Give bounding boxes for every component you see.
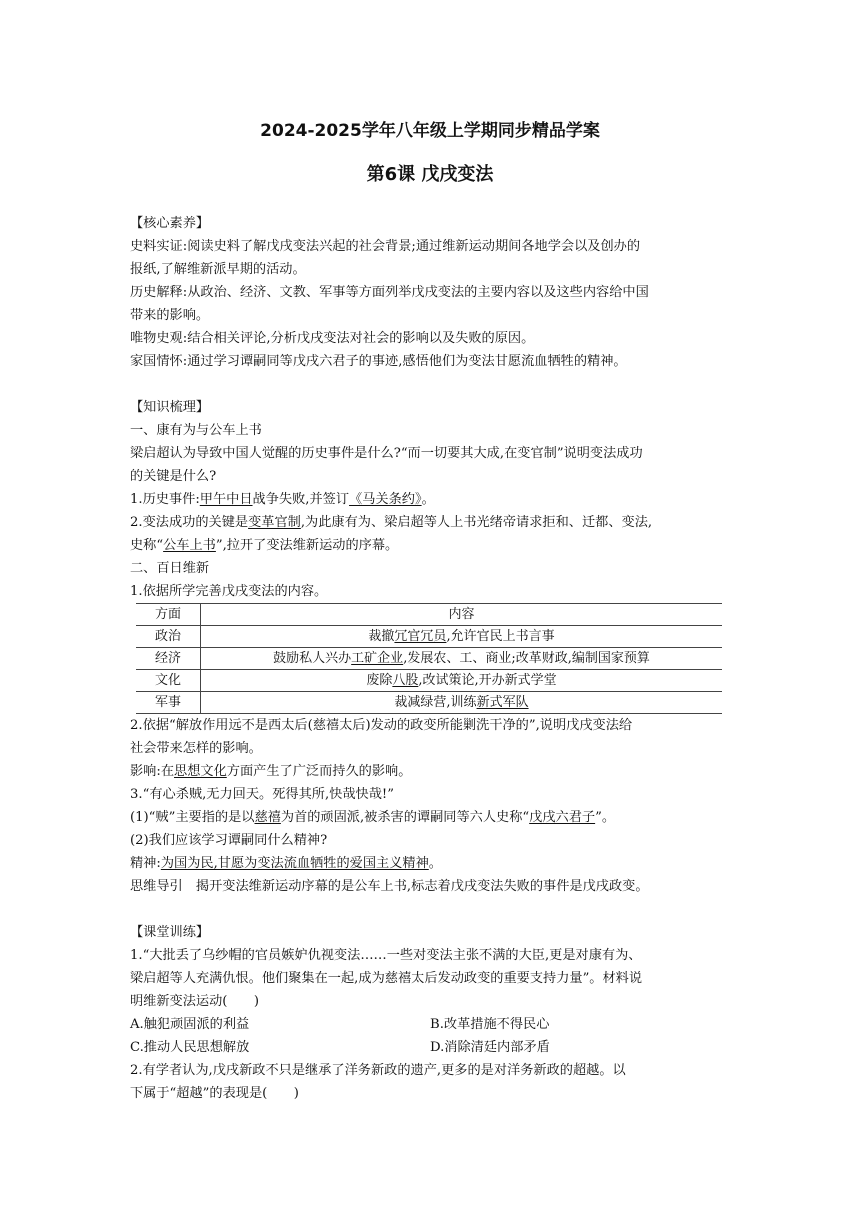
answer-2-line-2: 史称“公车上书”,拉开了变法维新运动的序幕。 xyxy=(130,538,399,553)
practice-q1-options-ab xyxy=(130,1013,730,1036)
table-row xyxy=(136,626,722,648)
question-3-part-2-answer: 精神:为国为民,甘愿为变法流血牺牲的爱国主义精神。 xyxy=(130,856,442,871)
row-content: 鼓励私人兴办工矿企业,发展农、工、商业;改革财政,编制国家预算 xyxy=(201,648,723,670)
option-a: A.触犯顽固派的利益 xyxy=(130,1017,250,1032)
question-3: 3.“有心杀贼,无力回天。死得其所,快哉快哉!” xyxy=(130,787,394,802)
row-aspect: 文化 xyxy=(136,670,201,692)
practice-q2-line-2: 下属于“超越”的表现是( ) xyxy=(130,1086,299,1101)
practice-q1-options-cd xyxy=(130,1036,730,1059)
core-line-4: 带来的影响。 xyxy=(130,308,210,323)
practice-q1-line-3: 明维新变法运动( ) xyxy=(130,994,259,1009)
row-aspect: 政治 xyxy=(136,626,201,648)
row-content: 废除八股,改试策论,开办新式学堂 xyxy=(201,670,723,692)
core-line-2: 报纸,了解维新派早期的活动。 xyxy=(130,262,306,277)
practice-q1-line-1: 1.“大批丢了乌纱帽的官员嫉妒仇视变法……一些对变法主张不满的大臣,更是对康有为、 xyxy=(130,948,642,963)
header-aspect: 方面 xyxy=(136,604,201,626)
core-line-3: 历史解释:从政治、经济、文教、军事等方面列举戊戌变法的主要内容以及这些内容给中国 xyxy=(130,285,649,300)
table-row xyxy=(136,692,722,714)
practice-q1-line-2: 梁启超等人充满仇恨。他们聚集在一起,成为慈禧太后发动政变的重要支持力量”。材料说 xyxy=(130,971,643,986)
knowledge-heading: 【知识梳理】 xyxy=(130,400,210,415)
header-content: 内容 xyxy=(201,604,723,626)
practice-q2-line-1: 2.有学者认为,戊戌新政不只是继承了洋务新政的遗产,更多的是对洋务新政的超越。以 xyxy=(130,1063,626,1078)
section-2-question-1: 1.依据所学完善戊戌变法的内容。 xyxy=(130,584,328,599)
question-3-part-2: (2)我们应该学习谭嗣同什么精神? xyxy=(130,833,328,848)
table-row xyxy=(136,670,722,692)
question-2-line-1: 2.依据“解放作用远不是西太后(慈禧太后)发动的政变所能剿洗干净的”,说明戊戌变法给 xyxy=(130,718,633,733)
row-content: 裁减绿营,训练新式军队 xyxy=(201,692,723,714)
thinking-guide: 思维导引 揭开变法维新运动序幕的是公车上书,标志着戊戌变法失败的事件是戊戌政变。 xyxy=(130,879,649,894)
document-body xyxy=(130,212,730,1105)
option-d: D.消除清廷内部矛盾 xyxy=(430,1040,550,1055)
section-1-title: 一、康有为与公车上书 xyxy=(130,423,262,438)
question-2-line-2: 社会带来怎样的影响。 xyxy=(130,741,262,756)
answer-1: 1.历史事件:甲午中日战争失败,并签订《马关条约》。 xyxy=(130,492,435,507)
question-3-part-1: (1)“贼”主要指的是以慈禧为首的顽固派,被杀害的谭嗣同等六人史称“戊戌六君子”。 xyxy=(130,810,616,825)
answer-2-line-1: 2.变法成功的关键是变革官制,为此康有为、梁启超等人上书光绪帝请求拒和、迁都、变法, xyxy=(130,515,653,530)
core-heading: 【核心素养】 xyxy=(130,216,210,231)
lesson-title: 第6课 戊戌变法 xyxy=(366,164,494,185)
section-2-title: 二、百日维新 xyxy=(130,561,210,576)
document-title: 2024-2025学年八年级上学期同步精品学案 xyxy=(260,121,600,141)
question-2-answer: 影响:在思想文化方面产生了广泛而持久的影响。 xyxy=(130,764,412,779)
reform-content-table xyxy=(136,603,722,714)
table-header-row xyxy=(136,604,722,626)
core-line-1: 史料实证:阅读史料了解戊戌变法兴起的社会背景;通过维新运动期间各地学会以及创办的 xyxy=(130,239,641,254)
section-1-question-line-2: 的关键是什么? xyxy=(130,469,217,484)
table-row xyxy=(136,648,722,670)
core-line-6: 家国情怀:通过学习谭嗣同等戊戌六君子的事迹,感悟他们为变法甘愿流血牺牲的精神。 xyxy=(130,354,627,369)
section-1-question-line-1: 梁启超认为导致中国人觉醒的历史事件是什么?“而一切要其大成,在变官制”说明变法成功 xyxy=(130,446,643,461)
row-content: 裁撤冗官冗员,允许官民上书言事 xyxy=(201,626,723,648)
practice-heading: 【课堂训练】 xyxy=(130,925,210,940)
core-line-5: 唯物史观:结合相关评论,分析戊戌变法对社会的影响以及失败的原因。 xyxy=(130,331,535,346)
row-aspect: 军事 xyxy=(136,692,201,714)
option-c: C.推动人民思想解放 xyxy=(130,1040,250,1055)
option-b: B.改革措施不得民心 xyxy=(430,1017,550,1032)
row-aspect: 经济 xyxy=(136,648,201,670)
